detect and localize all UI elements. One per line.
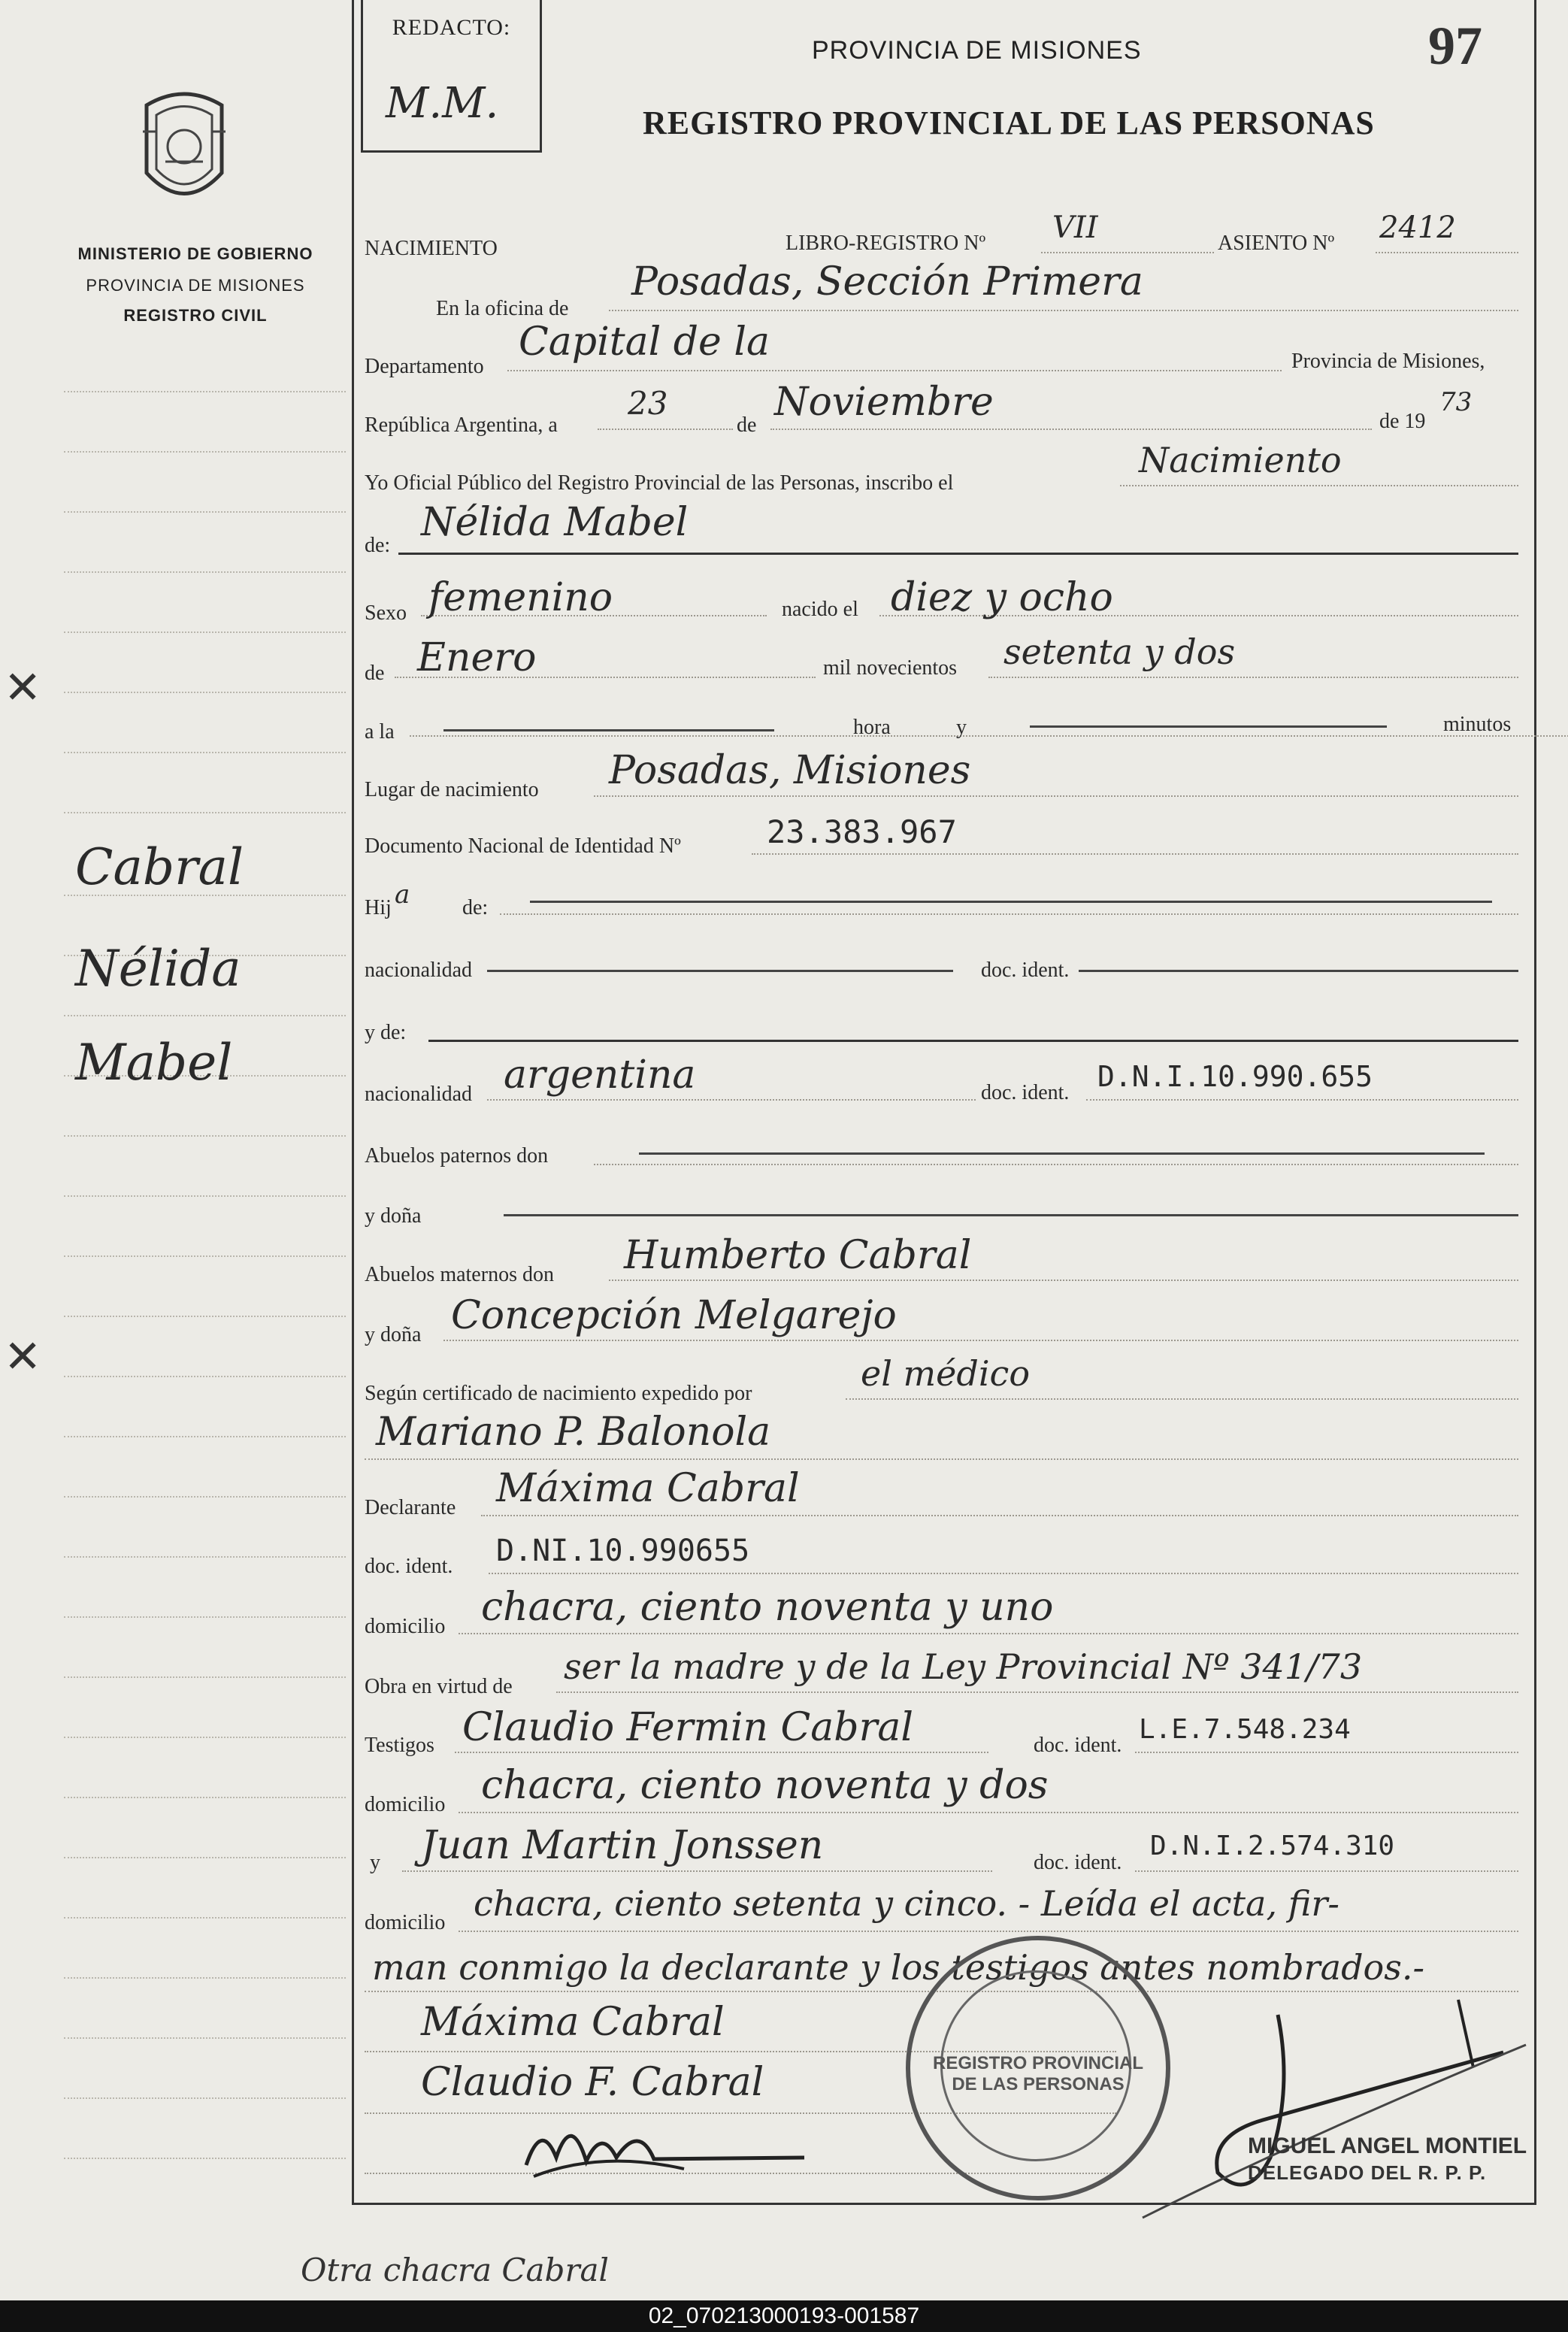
hij-de-label: de: — [462, 896, 489, 919]
left-first-name: Nélida — [75, 940, 241, 998]
hora-line-dotted — [410, 735, 1568, 737]
mes-value: Noviembre — [774, 380, 994, 425]
margin-x-mark: ✕ — [4, 662, 42, 714]
dia-value: 23 — [628, 385, 668, 422]
ruled-line — [64, 451, 346, 453]
domicilio1-value: chacra, ciento noventa y uno — [481, 1585, 1054, 1630]
ruled-line — [64, 391, 346, 392]
libro-value: VII — [1052, 210, 1098, 245]
ruled-line — [64, 1556, 346, 1558]
ruled-line — [64, 1436, 346, 1437]
docident2-line — [1086, 1099, 1518, 1101]
declarante-value: Máxima Cabral — [496, 1466, 800, 1511]
departamento-label: Departamento — [365, 355, 484, 378]
asiento-value: 2412 — [1379, 210, 1456, 245]
redacto-initials: M.M. — [386, 79, 499, 128]
image-id-bar — [0, 2300, 1568, 2332]
testigos-label: Testigos — [365, 1734, 434, 1757]
docident2-label: doc. ident. — [981, 1081, 1070, 1104]
domicilio3-label: domicilio — [365, 1911, 446, 1934]
domicilio3-value: chacra, ciento setenta y cinco. - Leída el acta, fir- — [474, 1883, 1339, 1924]
libro-label: LIBRO-REGISTRO Nº — [786, 232, 986, 255]
docident3-value: D.NI.10.990655 — [496, 1534, 750, 1568]
hij-value: a — [395, 880, 410, 910]
firma1-value: Máxima Cabral — [421, 2000, 725, 2045]
margin-x-mark: ✕ — [4, 1331, 42, 1383]
abuelos-paternos-label: Abuelos paternos don — [365, 1144, 549, 1168]
domicilio2-label: domicilio — [365, 1793, 446, 1816]
nacido-label: nacido el — [782, 598, 858, 621]
ruled-line — [64, 511, 346, 513]
registry-label: REGISTRO CIVIL — [123, 306, 268, 325]
minutos-dash — [1030, 725, 1387, 728]
dia-line — [598, 429, 733, 430]
ruled-line — [64, 1797, 346, 1798]
testigo2-line — [402, 1870, 992, 1872]
bottom-note: Otra chacra Cabral — [301, 2252, 609, 2288]
oficina-value: Posadas, Sección Primera — [631, 259, 1143, 304]
stamp-text: REGISTRO PROVINCIAL DE LAS PERSONAS — [932, 2053, 1144, 2094]
ruled-line — [64, 1676, 346, 1678]
hora-label: hora — [853, 716, 891, 739]
official-signature-scribble — [1082, 1985, 1533, 2233]
domicilio3-line — [459, 1931, 1518, 1932]
ruled-line — [64, 1015, 346, 1016]
ala-label: a la — [365, 720, 395, 744]
oficina-label: En la oficina de — [436, 297, 569, 320]
hij-label: Hij — [365, 896, 392, 919]
medico-value: Mariano P. Balonola — [376, 1410, 771, 1455]
documento-value: 23.383.967 — [767, 813, 957, 850]
ruled-line — [64, 1917, 346, 1919]
mil-line — [988, 677, 1518, 678]
mes-line — [770, 429, 1372, 430]
sexo-value: femenino — [428, 575, 613, 620]
y2-label: y — [370, 1851, 380, 1874]
witness-signature-scribble — [511, 2105, 812, 2188]
declarante-line — [481, 1515, 1518, 1516]
ydona2-label: y doña — [365, 1323, 422, 1346]
domicilio2-value: chacra, ciento noventa y dos — [481, 1763, 1049, 1808]
ruled-line — [64, 571, 346, 573]
de-nombre-label: de: — [365, 534, 391, 557]
anio-label: de 19 — [1379, 410, 1426, 433]
nombre-line — [398, 553, 1518, 555]
firma2-value: Claudio F. Cabral — [421, 2060, 764, 2105]
departamento-line — [507, 370, 1282, 371]
obra-value: ser la madre y de la Ley Provincial Nº 341/73 — [564, 1646, 1363, 1687]
hij-line — [500, 913, 1518, 915]
y-label: y — [956, 716, 967, 739]
docident1-label: doc. ident. — [981, 959, 1070, 982]
docident4-line — [1135, 1752, 1518, 1753]
abuelos-paternos-dash — [639, 1152, 1485, 1155]
anio-value: 73 — [1439, 387, 1473, 417]
provincia-label: Provincia de Misiones, — [1291, 350, 1485, 373]
testigos-line — [455, 1752, 988, 1753]
left-surname: Cabral — [75, 838, 244, 896]
ruled-line — [64, 1195, 346, 1197]
yde-label: y de: — [365, 1021, 407, 1044]
folio-number: 97 — [1428, 16, 1482, 76]
docident5-value: D.N.I.2.574.310 — [1150, 1831, 1395, 1861]
page-title: REGISTRO PROVINCIAL DE LAS PERSONAS — [643, 104, 1375, 141]
official-role: DELEGADO DEL R. P. P. — [1248, 2161, 1487, 2184]
segun-line — [846, 1398, 1518, 1400]
documento-line — [752, 853, 1518, 855]
ruled-line — [64, 1376, 346, 1377]
ydona1-dash — [504, 1214, 1518, 1216]
ruled-line — [64, 1977, 346, 1979]
ruled-line — [64, 2158, 346, 2159]
ruled-line — [64, 692, 346, 693]
nacionalidad1-label: nacionalidad — [365, 959, 473, 982]
domicilio1-line — [459, 1633, 1518, 1634]
segun-value: el médico — [861, 1353, 1031, 1394]
republica-label: República Argentina, a — [365, 413, 558, 437]
testigo2-value: Juan Martin Jonssen — [421, 1823, 824, 1868]
oficial-label: Yo Oficial Público del Registro Provincial de las Personas, inscribo el — [365, 471, 954, 495]
docident2-value: D.N.I.10.990.655 — [1097, 1060, 1373, 1093]
obra-label: Obra en virtud de — [365, 1675, 513, 1698]
lugar-value: Posadas, Misiones — [609, 748, 971, 793]
ruled-line — [64, 1616, 346, 1618]
ruled-line — [64, 1316, 346, 1317]
yde-line — [428, 1040, 1518, 1042]
province-label: PROVINCIA DE MISIONES — [86, 276, 305, 295]
ruled-line — [64, 631, 346, 633]
docident5-line — [1135, 1870, 1518, 1872]
mil-label: mil novecientos — [823, 656, 958, 680]
lugar-label: Lugar de nacimiento — [365, 778, 539, 801]
ruled-line — [64, 1255, 346, 1257]
asiento-label: ASIENTO Nº — [1218, 232, 1335, 255]
oficina-line — [609, 310, 1518, 311]
asiento-line — [1376, 252, 1518, 253]
de-label: de — [737, 413, 757, 437]
abuelos-maternos-label: Abuelos maternos don — [365, 1263, 554, 1286]
nacido-value: diez y ocho — [891, 575, 1113, 620]
ruled-line — [64, 1737, 346, 1738]
ministry-label: MINISTERIO DE GOBIERNO — [77, 244, 313, 263]
ruled-line — [64, 2037, 346, 2039]
ydona2-value: Concepción Melgarejo — [451, 1293, 897, 1338]
ydona1-label: y doña — [365, 1204, 422, 1228]
obra-line — [556, 1691, 1518, 1693]
left-middle-name: Mabel — [75, 1034, 233, 1092]
abuelos-maternos-line — [609, 1280, 1518, 1281]
ruled-line — [64, 1857, 346, 1858]
hij-dash — [530, 901, 1492, 903]
nacionalidad2-line — [487, 1099, 976, 1101]
minutos-label: minutos — [1443, 713, 1512, 736]
nacionalidad1-dash — [487, 970, 953, 972]
nombre-value: Nélida Mabel — [421, 500, 689, 545]
official-name: MIGUEL ANGEL MONTIEL — [1248, 2134, 1527, 2158]
lugar-line — [594, 795, 1518, 797]
sexo-label: Sexo — [365, 601, 407, 625]
redacto-box — [361, 0, 542, 153]
nacionalidad2-label: nacionalidad — [365, 1083, 473, 1106]
ydona2-line — [443, 1340, 1518, 1341]
mil-value: setenta y dos — [1003, 631, 1236, 672]
medico-line — [365, 1458, 1518, 1460]
testigos-value: Claudio Fermin Cabral — [462, 1705, 914, 1750]
docident4-label: doc. ident. — [1034, 1734, 1122, 1757]
domicilio1-label: domicilio — [365, 1615, 446, 1638]
left-margin-column — [0, 0, 346, 2300]
libro-line — [1041, 252, 1214, 253]
domicilio2-line — [459, 1812, 1518, 1813]
nacionalidad2-value: argentina — [504, 1052, 696, 1098]
docident4-value: L.E.7.548.234 — [1139, 1714, 1351, 1745]
provincial-crest-icon — [135, 86, 233, 218]
ruled-line — [64, 752, 346, 753]
ruled-line — [64, 1496, 346, 1498]
ruled-line — [64, 812, 346, 813]
declarante-label: Declarante — [365, 1496, 456, 1519]
departamento-value: Capital de la — [519, 320, 770, 365]
docident5-label: doc. ident. — [1034, 1851, 1122, 1874]
redacto-label: REDACTO: — [392, 15, 511, 40]
ruled-line — [64, 2097, 346, 2099]
docident3-line — [489, 1573, 1518, 1574]
image-id-label: 02_070213000193-001587 — [648, 2303, 920, 2328]
documento-label: Documento Nacional de Identidad Nº — [365, 834, 681, 858]
de-mes-label: de — [365, 662, 385, 685]
header-province: PROVINCIA DE MISIONES — [812, 36, 1142, 65]
mes-nac-value: Enero — [417, 635, 537, 680]
nacimiento-label: NACIMIENTO — [365, 237, 498, 260]
abuelos-maternos-value: Humberto Cabral — [624, 1233, 972, 1278]
oficial-line — [1120, 485, 1518, 486]
cierre-value: man conmigo la declarante y los testigos antes nombrados.- — [372, 1947, 1424, 1988]
docident1-dash — [1079, 970, 1518, 972]
oficial-value: Nacimiento — [1139, 440, 1342, 480]
segun-label: Según certificado de nacimiento expedido por — [365, 1382, 752, 1405]
docident3-label: doc. ident. — [365, 1555, 453, 1578]
hora-dash — [443, 729, 774, 731]
abuelos-paternos-line — [594, 1164, 1518, 1165]
ruled-line — [64, 1135, 346, 1137]
